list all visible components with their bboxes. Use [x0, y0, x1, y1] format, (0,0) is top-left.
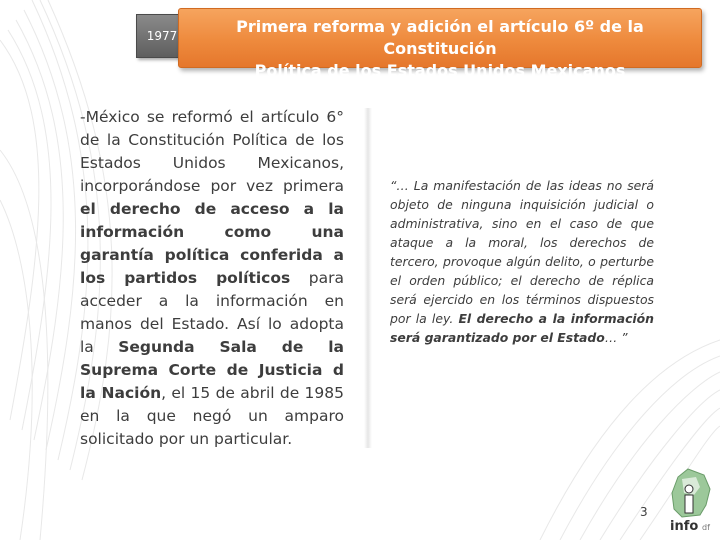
constitution-quote [390, 176, 654, 347]
quote-bold: El derecho a la información será garantizado por el Estado [390, 311, 654, 345]
logo-text-small: df [702, 523, 710, 532]
column-divider [364, 108, 372, 448]
left-text-part-1: -México se reformó el artículo 6° de la Constitución Política de los Estados Unidos Mexicanos, incorporándose por vez primera [80, 108, 344, 195]
left-text-bold-1: el derecho de acceso a la información como una garantía política conferida a los partidos políticos [80, 200, 344, 287]
title-line-2: Política de los Estados Unidos Mexicanos [254, 61, 626, 80]
title-line-1: Primera reforma y adición el artículo 6º de la Constitución [236, 17, 644, 58]
year-badge-label: 1977 [146, 29, 178, 43]
logo-mark-icon [672, 469, 710, 517]
left-text-part-2: para acceder a la información en manos del Estado. Así lo adopta la [80, 269, 344, 356]
infodf-logo [660, 465, 718, 537]
left-text-bold-2: Segunda Sala de la Suprema Corte de Justicia d la Nación [80, 338, 345, 402]
slide-title [178, 8, 702, 80]
page-number: 3 [640, 505, 648, 519]
quote-part-1: “… La manifestación de las ideas no será objeto de ninguna inquisición judicial o administrativa, sino en el caso de que ataque a la moral, los derechos de tercero, provoque algún delito, o perturbe el orden público; el derecho de réplica será ejercido en los términos dispuestos por la ley. [390, 178, 654, 326]
left-text-part-3: , el 15 de abril de 1985 en la que negó un amparo solicitado por un particular. [80, 384, 344, 448]
logo-text: info [670, 519, 699, 534]
quote-part-2: … ” [604, 330, 628, 345]
left-paragraph [80, 106, 344, 451]
